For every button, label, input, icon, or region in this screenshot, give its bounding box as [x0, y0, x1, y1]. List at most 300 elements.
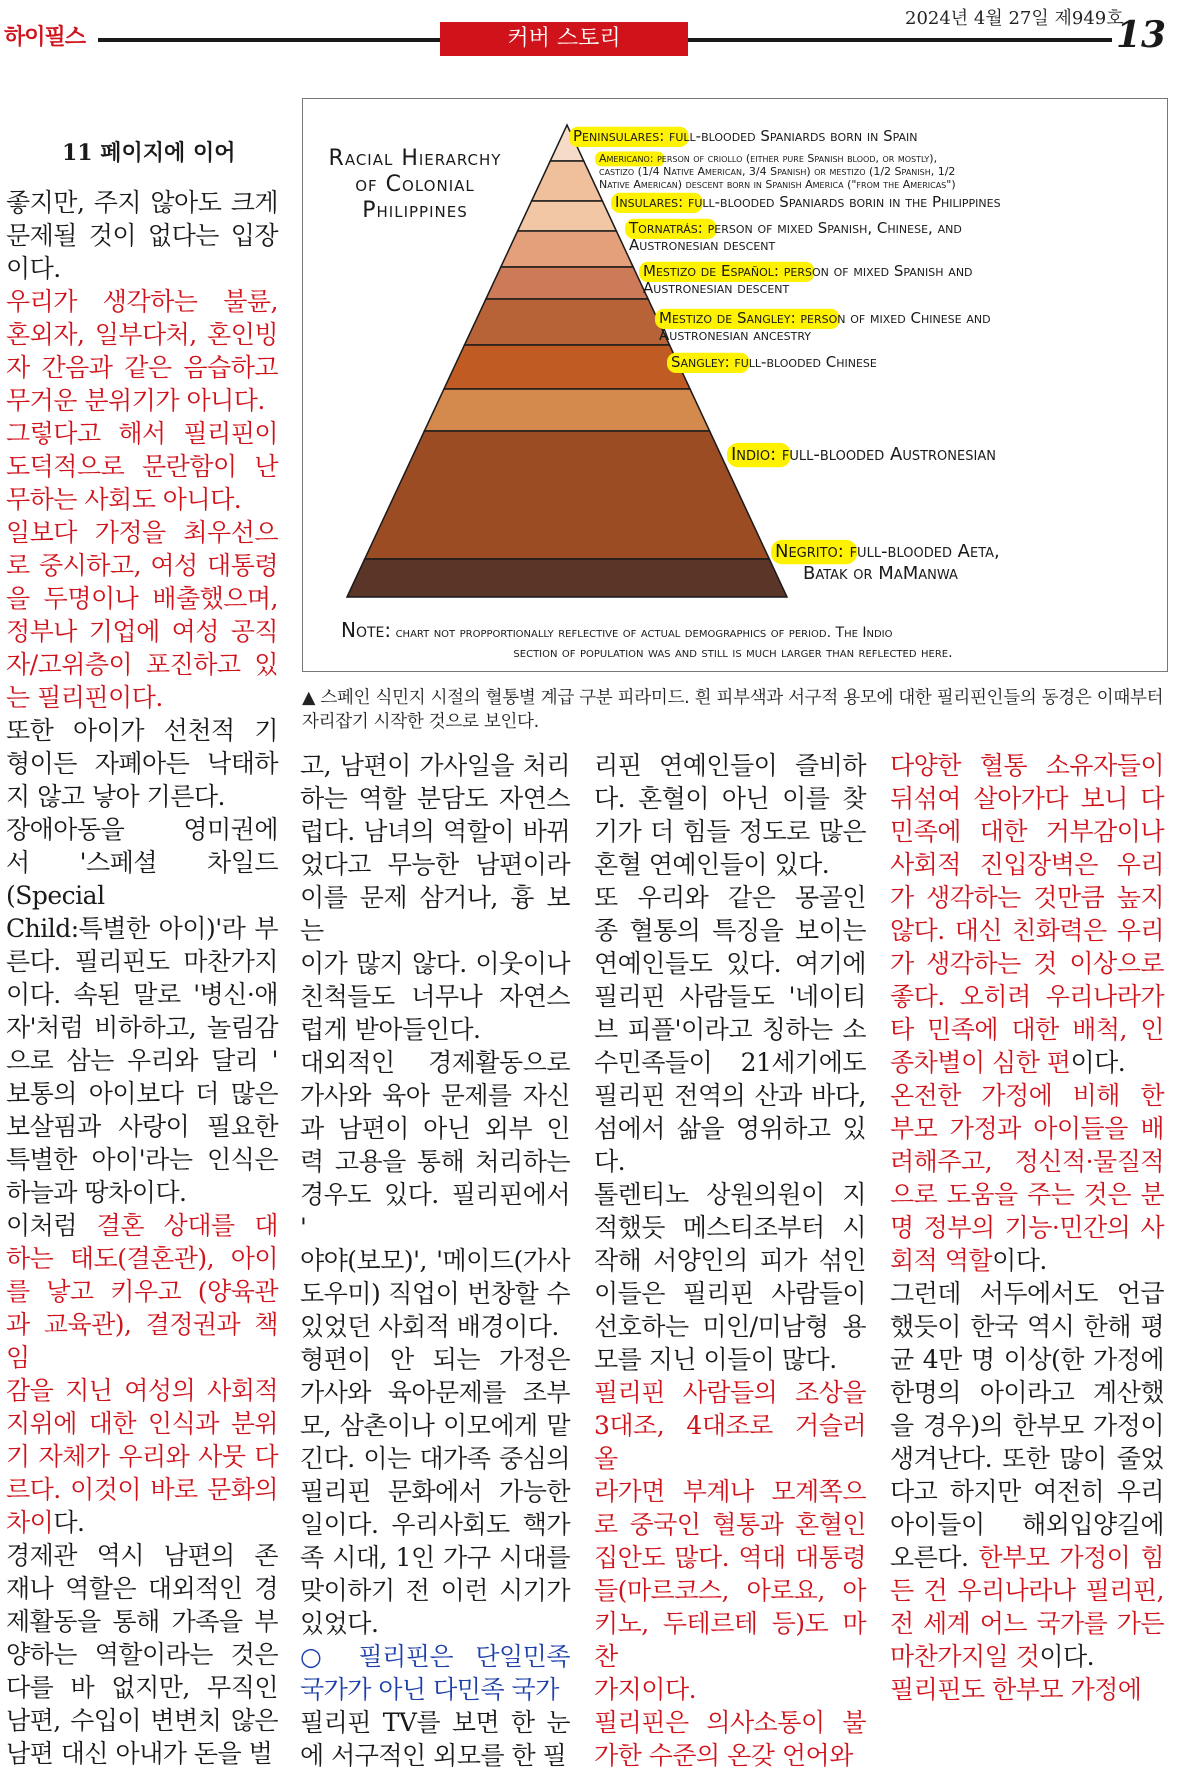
note-label: Note: [341, 618, 392, 642]
text-run: 특별한 아이'라는 인식은 [6, 1145, 278, 1174]
article-line [300, 947, 570, 980]
text-run: 하늘과 땅차이다. [6, 1178, 187, 1207]
text-run: 일이다. 우리사회도 핵가 [300, 1510, 570, 1539]
text-run: 균 4만 명 이상(한 가정에 [890, 1345, 1164, 1374]
article-column-2 [300, 749, 570, 1772]
article-line [594, 1343, 866, 1376]
pyramid-tier [532, 161, 603, 201]
article-line [6, 648, 278, 681]
tier-description: Austronesian ancestry [659, 326, 811, 344]
text-run: 다. [53, 1508, 85, 1537]
text-run: 자'처럼 비하하고, 놀림감 [6, 1013, 278, 1042]
header-rule-left [98, 38, 440, 42]
figure-note [341, 618, 893, 642]
text-run: 섬에서 삶을 영위하고 있 [594, 1114, 866, 1143]
article-line [890, 1013, 1164, 1046]
article-line [6, 1539, 278, 1572]
text-run: 그렇다고 해서 필리핀이 [6, 419, 278, 448]
text-run: Child:특별한 아이)'라 부 [6, 914, 278, 943]
article-line [6, 252, 278, 285]
article-line [594, 1244, 866, 1277]
text-run: 과 남편이 아닌 외부 인 [300, 1114, 570, 1143]
text-run: 자 간음과 같은 음습하고 [6, 353, 278, 382]
article-line [594, 1211, 866, 1244]
text-run: 이다. [1039, 1642, 1095, 1671]
text-run: 무거운 분위기가 아니다. [6, 386, 265, 415]
text-run: 그런데 서두에서도 언급 [890, 1279, 1164, 1308]
text-run: 족 시대, 1인 가구 시대를 [300, 1543, 570, 1572]
text-run: 부모 가정과 아이들을 배 [890, 1114, 1164, 1143]
article-line [300, 1013, 570, 1046]
text-run: 적했듯 메스티조부터 시 [594, 1213, 866, 1242]
text-run: 다를 바 없지만, 무직인 [6, 1673, 278, 1702]
text-run: 결혼 상대를 대 [96, 1211, 278, 1240]
text-run: 회적 역할 [890, 1246, 993, 1275]
article-line [300, 1046, 570, 1079]
text-run: 종차별이 심한 편 [890, 1048, 1071, 1077]
text-run: 다고 하지만 여전히 우리 [890, 1477, 1164, 1506]
figure-title: of Colonial [355, 172, 475, 197]
text-run: 문제될 것이 없다는 입장 [6, 221, 278, 250]
article-line [300, 815, 570, 848]
tier-description: full-blooded Chinese [729, 353, 877, 371]
text-run: 종 혈통의 특징을 보이는 [594, 916, 866, 945]
text-run: 과 교육관), 결정권과 책임 [6, 1310, 278, 1372]
text-run: 를 낳고 키우고 (양육관 [6, 1277, 278, 1306]
text-run: 필리핀 전역의 산과 바다, [594, 1081, 866, 1110]
text-run: 을 경우)의 한부모 가정이 [890, 1411, 1164, 1440]
article-line [300, 1178, 570, 1244]
article-line [890, 1442, 1164, 1475]
article-line [890, 1244, 1164, 1277]
text-run: 국가가 아닌 다민족 국가 [300, 1675, 559, 1704]
text-run: 경우도 있다. 필리핀에서 ' [300, 1180, 570, 1242]
text-run: 들(마르코스, 아로요, 아 [594, 1576, 866, 1605]
text-run: 지위에 대한 인식과 분위 [6, 1409, 278, 1438]
text-run: 않다. 대신 친화력은 우리 [890, 916, 1164, 945]
article-line [300, 749, 570, 782]
text-run: 오른다. [890, 1543, 979, 1572]
text-run: 장애아동을 영미권에 [6, 815, 278, 844]
article-line [300, 848, 570, 881]
article-line [890, 1277, 1164, 1310]
article-line [594, 1046, 866, 1079]
tier-label [599, 165, 955, 178]
text-run: 형이든 자폐아든 낙태하 [6, 749, 278, 778]
text-run: ○ 필리핀은 단일민족 [300, 1642, 570, 1671]
article-line [890, 1607, 1164, 1640]
text-run: 는 필리핀이다. [6, 683, 163, 712]
text-run: 감을 지닌 여성의 사회적 [6, 1376, 278, 1405]
tier-label [671, 353, 877, 371]
article-line [890, 1145, 1164, 1178]
article-line [594, 914, 866, 947]
article-line [6, 1704, 278, 1737]
text-run: 지 않고 낳아 기른다. [6, 782, 225, 811]
article-line [300, 1145, 570, 1178]
article-line [594, 1541, 866, 1574]
article-line [6, 285, 278, 318]
article-line [6, 681, 278, 714]
tier-description: Austronesian descent [629, 236, 776, 254]
article-line [6, 1308, 278, 1374]
text-run: 작해 서양인의 피가 섞인 [594, 1246, 866, 1275]
text-run: 남편, 수입이 변변치 않은 [6, 1706, 278, 1735]
text-run: 이가 많지 않다. 이웃이나 [300, 949, 570, 978]
text-run: 야야(보모)', '메이드(가사 [300, 1246, 570, 1275]
article-line [6, 615, 278, 648]
tier-label [573, 127, 918, 145]
text-run: 톨렌티노 상원의원이 지 [594, 1180, 866, 1209]
text-run: 도우미) 직업이 번창할 수 [300, 1279, 570, 1308]
text-run: 형편이 안 되는 가정은 [300, 1345, 570, 1374]
tier-description: castizo (1/4 Native American, 3/4 Spanish) or mestizo (1/2 Spanish, 1/2 [599, 165, 956, 178]
tier-label [803, 563, 958, 584]
pyramid-tier [424, 389, 709, 431]
text-run: 다. [594, 1147, 626, 1176]
tier-name: Insulares [615, 193, 679, 211]
text-run: 필리핀은 의사소통이 불 [594, 1708, 866, 1737]
text-run: 하는 태도(결혼관), 아이 [6, 1244, 278, 1273]
article-line [300, 1376, 570, 1409]
text-run: 보통의 아이보다 더 많은 [6, 1079, 278, 1108]
article-line [6, 219, 278, 252]
article-line [890, 1508, 1164, 1541]
article-line [6, 318, 278, 351]
text-run: 전 세계 어느 국가를 가든 [890, 1609, 1164, 1638]
pyramid-tier [464, 299, 669, 345]
article-line [594, 1574, 866, 1607]
article-line [890, 947, 1164, 980]
text-run: 3대조, 4대조로 거슬러 올 [594, 1411, 866, 1473]
text-run: 로 중시하고, 여성 대통령 [6, 551, 278, 580]
article-line [594, 1376, 866, 1409]
text-run: 하는 역할 분담도 자연스 [300, 784, 570, 813]
article-line [594, 1013, 866, 1046]
text-run: 무하는 사회도 아니다. [6, 485, 242, 514]
article-line [6, 714, 278, 747]
article-column-3 [594, 749, 866, 1772]
article-line [594, 1508, 866, 1541]
figure-title: Philippines [362, 198, 468, 223]
text-run: 다양한 혈통 소유자들이 [890, 751, 1164, 780]
article-line [890, 1046, 1164, 1079]
article-line [6, 1077, 278, 1110]
article-line [594, 1178, 866, 1211]
text-run: 에 서구적인 외모를 한 필 [300, 1741, 567, 1770]
text-run: 려해주고, 정신적·물질적 [890, 1147, 1164, 1176]
text-run: 마찬가지일 것 [890, 1642, 1040, 1671]
article-line [6, 1209, 278, 1242]
text-run: 필리핀 문화에서 가능한 [300, 1477, 570, 1506]
article-line [6, 780, 278, 813]
header-rule-right [688, 38, 1112, 42]
section-label: 커버 스토리 [440, 22, 688, 56]
article-line [890, 1673, 1164, 1706]
pyramid-tier [365, 431, 770, 559]
article-line [300, 1640, 570, 1673]
text-run: 가사와 육아 문제를 자신 [300, 1081, 570, 1110]
text-run: 뒤섞여 살아가다 보니 다 [890, 784, 1164, 813]
article-line [890, 1640, 1164, 1673]
article-line [594, 1277, 866, 1310]
text-run: 혼혈 연예인들이 있다. [594, 850, 830, 879]
article-line [890, 1409, 1164, 1442]
text-run: 이들은 필리핀 사람들이 [594, 1279, 866, 1308]
pyramid-tier [486, 267, 648, 299]
article-line [890, 749, 1164, 782]
racial-hierarchy-pyramid [303, 99, 1167, 671]
tier-label [629, 236, 776, 254]
text-run: 자/고위층이 포진하고 있 [6, 650, 278, 679]
text-run: 럽다. 남녀의 역할이 바뀌 [300, 817, 570, 846]
figure-title: Racial Hierarchy [328, 146, 502, 171]
tier-label [659, 326, 811, 344]
text-run: 집안도 많다. 역대 대통령 [594, 1543, 866, 1572]
text-run: 서 '스페셜 차일드(Special [6, 848, 278, 910]
article-line [6, 1275, 278, 1308]
article-line [300, 1739, 570, 1772]
article-line [890, 980, 1164, 1013]
publication-logo: 하이필스 [4, 25, 86, 50]
article-line [300, 1442, 570, 1475]
article-line [594, 1145, 866, 1178]
tier-name: Indio [731, 444, 771, 465]
text-run: 럽게 받아들인다. [300, 1015, 481, 1044]
article-line [300, 1343, 570, 1376]
text-run: 또 우리와 같은 몽골인 [594, 883, 866, 912]
article-line [6, 1110, 278, 1143]
article-line [300, 1706, 570, 1739]
article-line [6, 1638, 278, 1671]
article-line [890, 1574, 1164, 1607]
article-line [300, 782, 570, 815]
issue-date: 2024년 4월 27일 제949호 [905, 8, 1124, 29]
article-line [6, 516, 278, 549]
article-line [300, 1079, 570, 1112]
text-run: 혼외자, 일부다처, 혼인빙 [6, 320, 278, 349]
article-line [300, 1607, 570, 1640]
article-line [890, 881, 1164, 914]
article-line [594, 1706, 866, 1739]
text-run: 친척들도 너무나 자연스 [300, 982, 570, 1011]
text-run: 도덕적으로 문란함이 난 [6, 452, 278, 481]
article-line [6, 582, 278, 615]
article-line [6, 1671, 278, 1704]
article-line [300, 1673, 570, 1706]
text-run: 일보다 가정을 최우선으 [6, 518, 278, 547]
text-run: 필리핀 사람들의 조상을 [594, 1378, 866, 1407]
tier-label [599, 152, 937, 165]
article-line [890, 1211, 1164, 1244]
text-run: 모, 삼촌이나 이모에게 맡 [300, 1411, 570, 1440]
tier-name: Negrito [775, 541, 838, 562]
text-run: 한명의 아이라고 계산했 [890, 1378, 1164, 1407]
article-line [594, 1739, 866, 1772]
article-line [594, 1607, 866, 1673]
article-line [6, 450, 278, 483]
tier-description: : full-blooded Spaniards borin in the Philippines [678, 193, 1001, 211]
text-run: 을 두명이나 배출했으며, [6, 584, 278, 613]
article-line [6, 1176, 278, 1209]
article-line [594, 1673, 866, 1706]
article-line [890, 1178, 1164, 1211]
figure-caption: ▲ 스페인 식민지 시절의 혈통별 계급 구분 피라미드. 흰 피부색과 서구적 용모에 대한 필리핀인들의 동경은 이때부터 자리잡기 시작한 것으로 보인다. [302, 688, 1164, 732]
text-run: 이다. [992, 1246, 1047, 1275]
article-line [6, 1572, 278, 1605]
tier-description: Native American) descent born in Spanish America ("from the Americas") [599, 178, 956, 191]
article-line [6, 846, 278, 912]
article-line [6, 1011, 278, 1044]
article-line [890, 815, 1164, 848]
tier-description: Austronesian descent [643, 279, 790, 297]
text-run: 리핀 연예인들이 즐비하 [594, 751, 866, 780]
pyramid-figure [302, 98, 1168, 672]
text-run: 아이들이 해외입양길에 [890, 1510, 1164, 1539]
article-line [6, 1506, 278, 1539]
text-run: 좋다. 오히려 우리나라가 [890, 982, 1164, 1011]
article-line [890, 782, 1164, 815]
tier-label [599, 178, 956, 191]
article-line [594, 881, 866, 914]
article-line [6, 549, 278, 582]
tier-label [643, 279, 790, 297]
tier-label [615, 193, 1001, 211]
article-line [594, 1112, 866, 1145]
text-run: 명 정부의 기능·민간의 사 [890, 1213, 1164, 1242]
text-run: 라가면 부계나 모계쪽으 [594, 1477, 866, 1506]
text-run: 으로 삼는 우리와 달리 ' [6, 1046, 278, 1075]
text-run: 긴다. 이는 대가족 중심의 [300, 1444, 570, 1473]
text-run: 르다. 이것이 바로 문화의 [6, 1475, 278, 1504]
tier-description: Batak or MaManwa [803, 563, 958, 584]
text-run: 이처럼 [6, 1211, 97, 1240]
article-line [6, 1407, 278, 1440]
article-line [6, 186, 278, 219]
article-line [6, 1374, 278, 1407]
text-run: 키노, 두테르테 등)도 마찬 [594, 1609, 866, 1671]
text-run: 재나 역할은 대외적인 경 [6, 1574, 278, 1603]
article-column-4 [890, 749, 1164, 1706]
text-run: 보살핌과 사랑이 필요한 [6, 1112, 278, 1141]
text-run: 정부나 기업에 여성 공직 [6, 617, 278, 646]
pyramid-tier [347, 559, 787, 597]
article-line [6, 351, 278, 384]
figure-note: section of population was and still is much larger than reflected here. [513, 645, 953, 661]
article-line [300, 1310, 570, 1343]
tier-description: : person of mixed Spanish, Chinese, and [697, 219, 962, 237]
text-run: 브 피플'이라고 칭하는 소 [594, 1015, 866, 1044]
text-run: 으로 도움을 주는 것은 분 [890, 1180, 1164, 1209]
text-run: 민족에 대한 거부감이나 [890, 817, 1164, 846]
tier-name: Peninsulares [573, 127, 660, 145]
tier-description: : full-blooded Spaniards born in Spain [659, 127, 918, 145]
page-number: 13 [1116, 14, 1167, 56]
text-run: 다. 혼혈이 아닌 이를 찾 [594, 784, 866, 813]
text-run: 이다. [6, 254, 61, 283]
article-line [594, 815, 866, 848]
article-line [6, 1605, 278, 1638]
article-line [594, 1079, 866, 1112]
article-line [594, 782, 866, 815]
text-run: 필리핀 TV를 보면 한 눈 [300, 1708, 570, 1737]
text-run: 대외적인 경제활동으로 [300, 1048, 570, 1077]
article-line [300, 1244, 570, 1277]
text-run: 타 민족에 대한 배척, 인 [890, 1015, 1164, 1044]
text-run: 필리핀도 한부모 가정에 [890, 1675, 1142, 1704]
text-run: 사회적 진입장벽은 우리 [890, 850, 1164, 879]
tier-name: Sangley: [671, 353, 730, 371]
article-line [6, 1737, 278, 1770]
text-run: 수민족들이 21세기에도 [594, 1048, 866, 1077]
text-run: 있었다. [300, 1609, 379, 1638]
tier-description: : person of criollo (either pure Spanish blood, or mostly), [649, 152, 938, 165]
tier-label [775, 541, 1000, 562]
article-line [594, 1310, 866, 1343]
text-run: 연예인들도 있다. 여기에 [594, 949, 866, 978]
article-line [300, 1508, 570, 1541]
text-run: 우리가 생각하는 불륜, [6, 287, 278, 316]
text-run: 기 자체가 우리와 사뭇 다 [6, 1442, 278, 1471]
text-run: 경제관 역시 남편의 존 [6, 1541, 278, 1570]
article-line [6, 384, 278, 417]
article-line [6, 1473, 278, 1506]
article-line [594, 1475, 866, 1508]
tier-name: Mestizo de Sangley: [659, 309, 796, 327]
article-line [300, 1475, 570, 1508]
text-run: 한부모 가정이 힘 [978, 1543, 1164, 1572]
tier-label [659, 309, 991, 327]
text-run: 가 생각하는 것 이상으로 [890, 949, 1164, 978]
article-line [890, 1343, 1164, 1376]
article-line [300, 1112, 570, 1145]
text-run: 가한 수준의 온갖 언어와 [594, 1741, 853, 1770]
tier-label [628, 219, 962, 237]
continued-note: 11 페이지에 이어 [62, 140, 236, 166]
text-run: 이를 문제 삼거나, 흉 보는 [300, 883, 570, 945]
tier-label [643, 262, 973, 280]
article-line [300, 881, 570, 947]
article-line [594, 848, 866, 881]
article-line [890, 1475, 1164, 1508]
article-line [300, 1409, 570, 1442]
article-line [6, 945, 278, 978]
tier-name: Mestizo de Español [643, 262, 774, 280]
article-line [300, 1277, 570, 1310]
text-run: 좋지만, 주지 않아도 크게 [6, 188, 278, 217]
article-line [890, 1376, 1164, 1409]
article-line [6, 813, 278, 846]
pyramid-tier [501, 231, 633, 267]
article-line [890, 1541, 1164, 1574]
text-run: 제활동을 통해 가족을 부 [6, 1607, 278, 1636]
tier-description: : person of mixed Spanish and [773, 262, 973, 280]
article-line [6, 978, 278, 1011]
text-run: 차이 [6, 1508, 54, 1537]
article-line [300, 1541, 570, 1574]
article-line [6, 1143, 278, 1176]
article-line [300, 980, 570, 1013]
text-run: 맞이하기 전 이런 시기가 [300, 1576, 570, 1605]
article-line [594, 749, 866, 782]
text-run: 선호하는 미인/미남형 용 [594, 1312, 866, 1341]
tier-description: : full-blooded Austronesian [770, 444, 996, 465]
page-header [0, 0, 1200, 62]
text-run: 고, 남편이 가사일을 처리 [300, 751, 570, 780]
text-run: 온전한 가정에 비해 한 [890, 1081, 1164, 1110]
article-line [890, 848, 1164, 881]
note-text: chart not propportionally reflective of actual demographics of period. The Indio [391, 625, 893, 641]
